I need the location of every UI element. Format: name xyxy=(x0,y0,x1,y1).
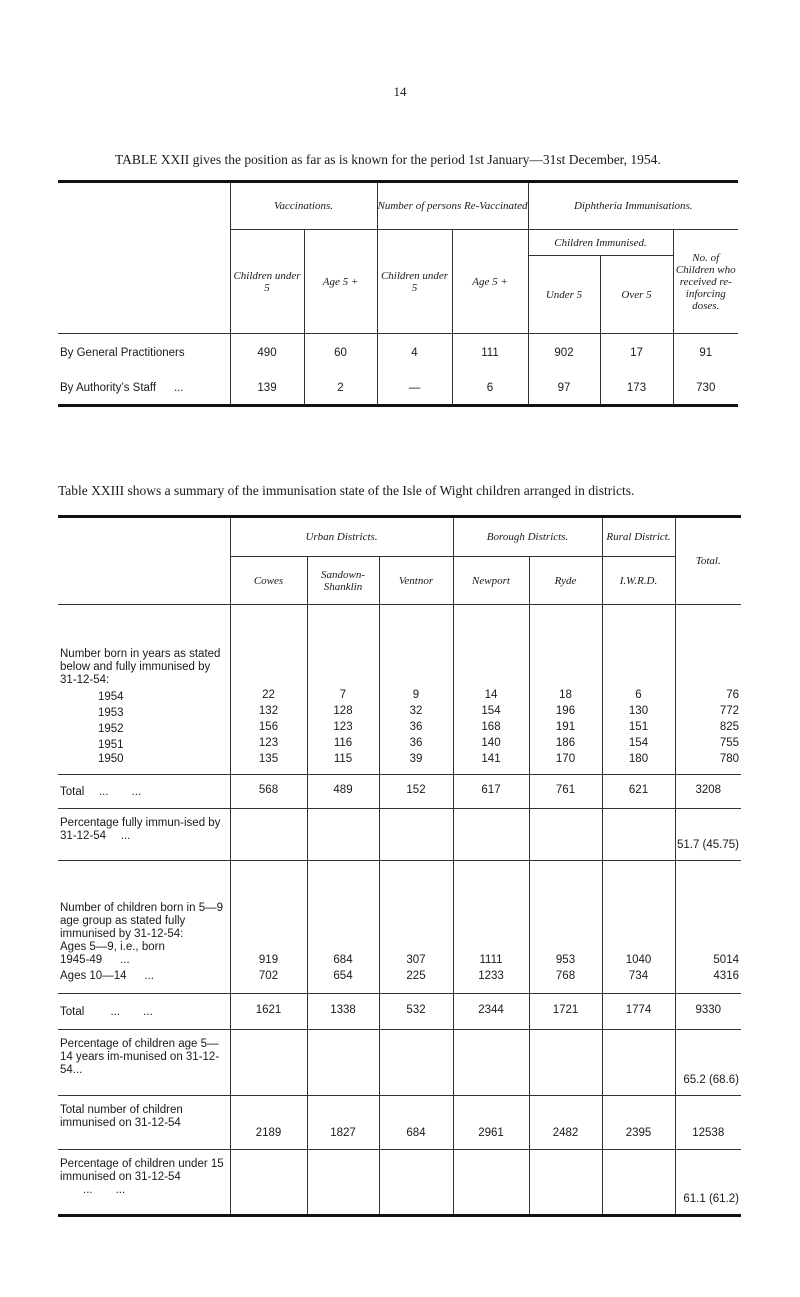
cell: 919 xyxy=(230,861,307,970)
cell: 2395 xyxy=(602,1096,675,1150)
cell: 91 xyxy=(673,334,738,372)
cell: 568 xyxy=(230,775,307,809)
cell: 902 xyxy=(528,334,600,372)
cell: 6 xyxy=(452,372,528,406)
col-reinforcing-doses: No. of Children who received re-inforcing doses. xyxy=(673,230,738,334)
ages-b-label: Ages 10—14 ... xyxy=(58,970,230,994)
born2-text: Number of children born in 5—9 age group as stated fully immunised by 31-12-54: xyxy=(60,901,223,940)
born-label: Number born in years as stated below and fully immunised by 31-12-54: xyxy=(60,647,221,686)
cell: 730 xyxy=(673,372,738,406)
table-row xyxy=(58,1150,741,1216)
table-row xyxy=(58,994,741,1030)
cell: 2 xyxy=(304,372,377,406)
cell: 128 xyxy=(307,705,379,721)
ages-a-label1: Ages 5—9, i.e., born xyxy=(60,940,165,953)
pct2-value: 65.2 (68.6) xyxy=(675,1030,741,1096)
cell: 734 xyxy=(602,970,675,994)
cell: 225 xyxy=(379,970,453,994)
cell: 1040 xyxy=(602,861,675,970)
row-label: By General Practitioners xyxy=(60,346,185,359)
cell: 825 xyxy=(675,721,741,737)
year-label: 1950 xyxy=(58,753,230,775)
cell: 621 xyxy=(602,775,675,809)
total-imm-label: Total number of children immunised on 31-12-54 xyxy=(58,1096,230,1150)
cell: 2344 xyxy=(453,994,529,1030)
cell: 772 xyxy=(675,705,741,721)
pct2-label: Percentage of children age 5—14 years im-munised on 31-12-54... xyxy=(58,1030,230,1096)
table-row xyxy=(58,721,741,737)
page-number: 14 xyxy=(393,84,407,99)
cell: 654 xyxy=(307,970,379,994)
col-iwrd: I.W.R.D. xyxy=(602,557,675,605)
cell: 173 xyxy=(600,372,673,406)
cell: 532 xyxy=(379,994,453,1030)
cell: 2189 xyxy=(230,1096,307,1150)
cell: 115 xyxy=(307,753,379,775)
cell: 36 xyxy=(379,721,453,737)
pct1-label: Percentage fully immun-ised by 31-12-54 ... xyxy=(58,809,230,861)
cell: 135 xyxy=(230,753,307,775)
cell: — xyxy=(377,372,452,406)
col-newport: Newport xyxy=(453,557,529,605)
cell: 14 xyxy=(453,689,529,705)
col-revacc-children-under5: Children under 5 xyxy=(377,230,452,334)
cell: 1774 xyxy=(602,994,675,1030)
group-borough: Borough Districts. xyxy=(453,517,602,557)
table-row xyxy=(58,775,741,809)
year-label: 1953 xyxy=(98,706,124,719)
col-sandown-shanklin: Sandown-Shanklin xyxy=(307,557,379,605)
table-row xyxy=(58,753,741,775)
cell: 3208 xyxy=(675,775,741,809)
col-under5: Under 5 xyxy=(528,256,600,334)
cell: 60 xyxy=(304,334,377,372)
cell: 7 xyxy=(307,689,379,705)
group-diphtheria: Diphtheria Immunisations. xyxy=(528,182,738,230)
cell: 489 xyxy=(307,775,379,809)
cell: 2961 xyxy=(453,1096,529,1150)
col-revacc-age5plus: Age 5 + xyxy=(452,230,528,334)
cell: 768 xyxy=(529,970,602,994)
col-over5: Over 5 xyxy=(600,256,673,334)
col-vacc-children-under5: Children under 5 xyxy=(230,230,304,334)
table-xxii xyxy=(58,180,738,407)
cell: 123 xyxy=(307,721,379,737)
group-vaccinations: Vaccinations. xyxy=(230,182,377,230)
table-row xyxy=(58,809,741,861)
cell: 953 xyxy=(529,861,602,970)
cell: 180 xyxy=(602,753,675,775)
cell: 1827 xyxy=(307,1096,379,1150)
cell: 17 xyxy=(600,334,673,372)
cell: 156 xyxy=(230,721,307,737)
cell: 18 xyxy=(529,689,602,705)
cell: 152 xyxy=(379,775,453,809)
cell: 307 xyxy=(379,861,453,970)
cell: 111 xyxy=(452,334,528,372)
total2-label: Total ... ... xyxy=(58,994,230,1030)
cell: 154 xyxy=(453,705,529,721)
total-label: Total ... ... xyxy=(58,775,230,809)
cell: 1721 xyxy=(529,994,602,1030)
group-urban: Urban Districts. xyxy=(230,517,453,557)
cell: 186 xyxy=(529,737,602,753)
cell: 5014 xyxy=(675,861,741,970)
cell: 170 xyxy=(529,753,602,775)
cell: 154 xyxy=(602,737,675,753)
cell: 4 xyxy=(377,334,452,372)
cell: 139 xyxy=(230,372,304,406)
cell: 116 xyxy=(307,737,379,753)
cell: 702 xyxy=(230,970,307,994)
table-row xyxy=(58,334,738,372)
cell: 1621 xyxy=(230,994,307,1030)
cell: 4316 xyxy=(675,970,741,994)
cell: 490 xyxy=(230,334,304,372)
year-label: 1951 xyxy=(98,738,124,751)
group-rural: Rural District. xyxy=(602,517,675,557)
cell: 617 xyxy=(453,775,529,809)
row-label: By Authority’s Staff ... xyxy=(60,381,184,394)
cell: 141 xyxy=(453,753,529,775)
col-ventnor: Ventnor xyxy=(379,557,453,605)
col-vacc-age5plus: Age 5 + xyxy=(304,230,377,334)
born2-label xyxy=(58,861,230,970)
cell: 761 xyxy=(529,775,602,809)
cell: 1338 xyxy=(307,994,379,1030)
cell: 684 xyxy=(379,1096,453,1150)
table-row xyxy=(58,970,741,994)
cell: 36 xyxy=(379,737,453,753)
cell: 2482 xyxy=(529,1096,602,1150)
cell: 9 xyxy=(379,689,453,705)
table-row xyxy=(58,1030,741,1096)
pct1-value: 51.7 (45.75) xyxy=(675,809,741,861)
cell: 168 xyxy=(453,721,529,737)
table-row xyxy=(58,861,741,970)
col-ryde: Ryde xyxy=(529,557,602,605)
year-label: 1952 xyxy=(98,722,124,735)
cell: 140 xyxy=(453,737,529,753)
table-row xyxy=(58,737,741,753)
pct3-value: 61.1 (61.2) xyxy=(675,1150,741,1216)
cell: 130 xyxy=(602,705,675,721)
cell: 9330 xyxy=(675,994,741,1030)
table23-intro: Table XXIII shows a summary of the immunisation state of the Isle of Wight children arranged in districts. xyxy=(58,483,635,498)
cell: 123 xyxy=(230,737,307,753)
col-total: Total. xyxy=(675,517,741,605)
cell: 1233 xyxy=(453,970,529,994)
cell: 191 xyxy=(529,721,602,737)
cell: 1111 xyxy=(453,861,529,970)
cell: 755 xyxy=(675,737,741,753)
cell: 32 xyxy=(379,705,453,721)
cell: 196 xyxy=(529,705,602,721)
col-cowes: Cowes xyxy=(230,557,307,605)
table22-intro: TABLE XXII gives the position as far as is known for the period 1st January—31st December, 1954. xyxy=(115,152,661,167)
sub-children-immunised: Children Immunised. xyxy=(528,230,673,256)
cell: 132 xyxy=(230,705,307,721)
cell: 6 xyxy=(602,689,675,705)
cell: 39 xyxy=(379,753,453,775)
cell: 12538 xyxy=(675,1096,741,1150)
cell: 151 xyxy=(602,721,675,737)
table-row xyxy=(58,1096,741,1150)
ages-a-label2: 1945-49 ... xyxy=(60,953,130,966)
pct3-label: Percentage of children under 15 immunised on 31-12-54 ... ... xyxy=(60,1158,224,1196)
table-row xyxy=(58,689,741,705)
table-row xyxy=(58,705,741,721)
cell: 22 xyxy=(230,689,307,705)
cell: 97 xyxy=(528,372,600,406)
group-revaccinated: Number of persons Re-Vaccinated xyxy=(377,182,528,230)
cell: 684 xyxy=(307,861,379,970)
table-xxiii xyxy=(58,515,741,1217)
cell: 780 xyxy=(675,753,741,775)
table-row xyxy=(58,372,738,406)
year-label: 1954 xyxy=(98,690,124,703)
cell: 76 xyxy=(675,689,741,705)
